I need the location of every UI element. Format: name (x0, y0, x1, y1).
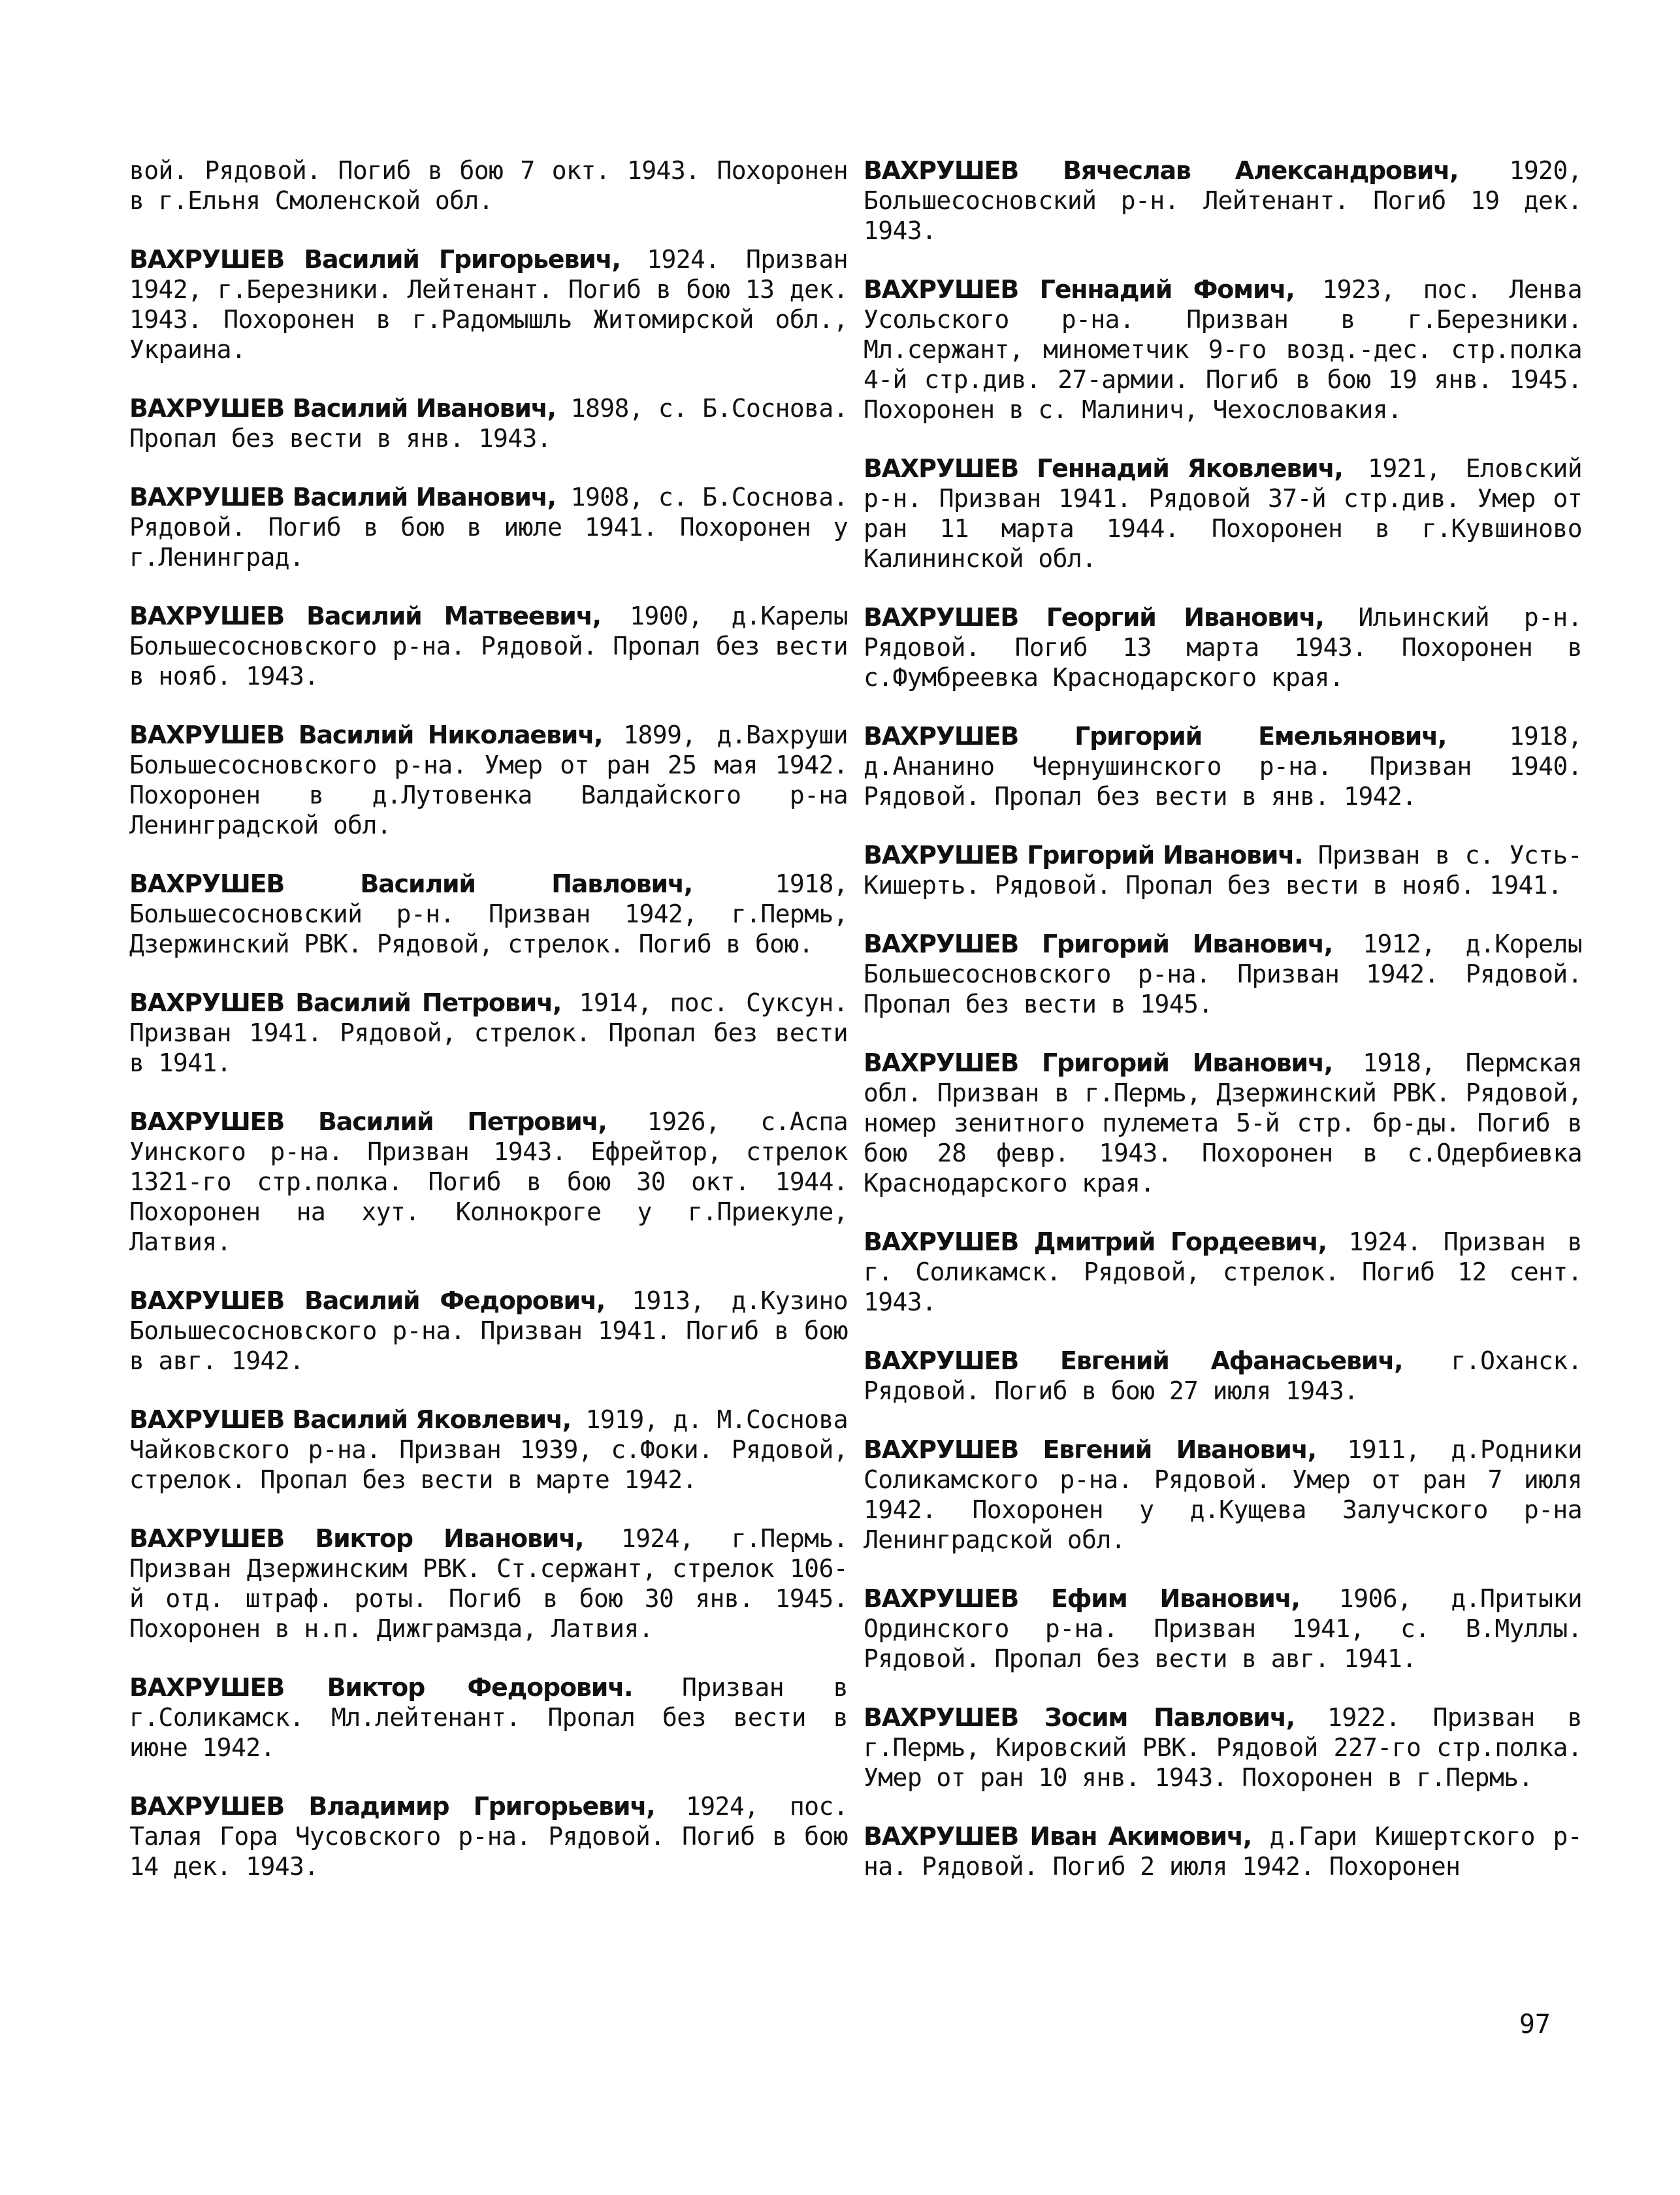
entry-name: ВАХРУШЕВ Дмитрий Гордеевич, (864, 1228, 1327, 1256)
entry-name: ВАХРУШЕВ Владимир Григорьевич, (129, 1792, 655, 1821)
entry (864, 721, 1582, 811)
entry-name: ВАХРУШЕВ Василий Григорьевич, (129, 245, 621, 274)
entry-text: 1914, пос. Суксун. Призван 1941. Рядовой, стрелок. Пропал без вести в 1941. (129, 988, 848, 1077)
entry (864, 274, 1582, 425)
entry-text: 1923, пос. Ленва Усольского р-на. Призван в г.Березники. Мл.сержант, минометчик 9-го возд.-дес. стр.полка 4-й стр.див. 27-армии. Погиб в бою 19 янв. 1945. Похоронен в с. Малинич, Чехословакия. (864, 275, 1582, 424)
entry-text: 1912, д.Корелы Большесосновского р-на. Призван 1942. Рядовой. Пропал без вести в 1945. (864, 930, 1583, 1018)
entry (129, 1523, 848, 1644)
entry-text: 1908, с. Б.Соснова. Рядовой. Погиб в бою в июле 1941. Похоронен у г.Ленинград. (129, 483, 848, 572)
entry-text: вой. Рядовой. Погиб в бою 7 окт. 1943. Похоронен в г.Ельня Смоленской обл. (129, 156, 848, 215)
entry-text: 1920, Большесосновский р-н. Лейтенант. Погиб 19 дек. 1943. (864, 156, 1583, 245)
entry-text: 1899, д.Вахруши Большесосновского р-на. Умер от ран 25 мая 1942. Похоронен в д.Лутовенка Валдайского р-на Ленинградской обл. (129, 721, 848, 839)
entry-continuation (129, 155, 848, 216)
entry (864, 1821, 1582, 1881)
entry-name: ВАХРУШЕВ Евгений Афанасьевич, (864, 1346, 1403, 1375)
entry-name: ВАХРУШЕВ Геннадий Фомич, (864, 275, 1295, 304)
entry (129, 1107, 848, 1257)
entry (129, 869, 848, 959)
entry (129, 1672, 848, 1763)
entry (129, 988, 848, 1078)
entry-name: ВАХРУШЕВ Григорий Иванович, (864, 930, 1333, 958)
entry-name: ВАХРУШЕВ Григорий Емельянович, (864, 722, 1447, 751)
entry (129, 482, 848, 572)
entry-text: 1906, д.Притыки Ординского р-на. Призван 1941, с. В.Муллы. Рядовой. Пропал без вести в авг. 1941. (864, 1584, 1582, 1673)
entry (864, 155, 1582, 246)
entry-text: 1919, д. М.Соснова Чайковского р-на. Призван 1939, с.Фоки. Рядовой, стрелок. Пропал без вести в марте 1942. (129, 1405, 848, 1494)
entry-text: Ильинский р-н. Рядовой. Погиб 13 марта 1943. Похоронен в с.Фумбреевка Краснодарского края. (864, 603, 1582, 692)
entry-text: 1911, д.Родники Соликамского р-на. Рядовой. Умер от ран 7 июля 1942. Похоронен у д.Кущева Залучского р-на Ленинградской обл. (864, 1435, 1582, 1554)
entry-text: 1921, Еловский р-н. Призван 1941. Рядовой 37-й стр.див. Умер от ран 11 марта 1944. Похоронен в г.Кувшиново Калининской обл. (864, 454, 1582, 573)
entry-name: ВАХРУШЕВ Василий Петрович, (129, 988, 562, 1017)
left-column (129, 155, 848, 1910)
entry (129, 1405, 848, 1495)
entry-text: 1918, д.Ананино Чернушинского р-на. Призван 1940. Рядовой. Пропал без вести в янв. 1942. (864, 722, 1582, 811)
entry (864, 840, 1582, 900)
entry (864, 453, 1582, 574)
entry-text: 1918, Пермская обл. Призван в г.Пермь, Дзержинский РВК. Рядовой, номер зенитного пулемета 5-й стр. бр-ды. Погиб в бою 28 февр. 1943. Похоронен в с.Одербиевка Краснодарского края. (864, 1049, 1583, 1197)
entry (864, 929, 1582, 1019)
entry-text: 1922. Призван в г.Пермь, Кировский РВК. Рядовой 227-го стр.полка. Умер от ран 10 янв. 1943. Похоронен в г.Пермь. (864, 1703, 1582, 1792)
entry-text: 1926, с.Аспа Уинского р-на. Призван 1943. Ефрейтор, стрелок 1321-го стр.полка. Погиб в бою 30 окт. 1944. Похоронен на хут. Колнокроге у г.Приекуле, Латвия. (129, 1107, 848, 1256)
entry-name: ВАХРУШЕВ Иван Акимович, (864, 1822, 1252, 1851)
entry (864, 1584, 1582, 1674)
entry-name: ВАХРУШЕВ Григорий Иванович, (864, 1049, 1333, 1077)
page-number: 97 (1519, 2009, 1551, 2040)
entry-name: ВАХРУШЕВ Геннадий Яковлевич, (864, 454, 1343, 483)
entry (864, 602, 1582, 692)
entry-text: 1900, д.Карелы Большесосновского р-на. Рядовой. Пропал без вести в нояб. 1943. (129, 602, 848, 691)
entry (129, 1791, 848, 1881)
entry (129, 1286, 848, 1376)
entry (129, 244, 848, 365)
right-column (864, 155, 1582, 1910)
entry-name: ВАХРУШЕВ Василий Николаевич, (129, 721, 603, 749)
entry (864, 1435, 1582, 1555)
entry-name: ВАХРУШЕВ Виктор Иванович, (129, 1524, 584, 1553)
entry-name: ВАХРУШЕВ Евгений Иванович, (864, 1435, 1316, 1464)
entry (129, 720, 848, 840)
entry (864, 1702, 1582, 1793)
entry-name: ВАХРУШЕВ Василий Матвеевич, (129, 602, 601, 630)
entry-text: 1898, с. Б.Соснова. Пропал без вести в янв. 1943. (129, 394, 848, 453)
entry-text: 1918, Большесосновский р-н. Призван 1942, г.Пермь, Дзержинский РВК. Рядовой, стрелок. Погиб в бою. (129, 870, 848, 958)
entry-text: 1924. Призван 1942, г.Березники. Лейтенант. Погиб в бою 13 дек. 1943. Похоронен в г.Радомышль Житомирской обл., Украина. (129, 245, 848, 364)
entry-text: 1924. Призван в г. Соликамск. Рядовой, стрелок. Погиб 12 сент. 1943. (864, 1228, 1582, 1316)
entry-name: ВАХРУШЕВ Ефим Иванович, (864, 1584, 1300, 1613)
entry-text: Призван в с. Усть-Кишерть. Рядовой. Пропал без вести в нояб. 1941. (864, 841, 1582, 900)
entry-name: ВАХРУШЕВ Вячеслав Александрович, (864, 156, 1459, 185)
entry-text: г.Оханск. Рядовой. Погиб в бою 27 июля 1943. (864, 1346, 1583, 1405)
entry-text: Призван в г.Соликамск. Мл.лейтенант. Пропал без вести в июне 1942. (129, 1673, 848, 1762)
entry (864, 1346, 1582, 1406)
entry-name: ВАХРУШЕВ Василий Иванович, (129, 394, 556, 423)
entry (864, 1227, 1582, 1317)
entry-name: ВАХРУШЕВ Виктор Федорович. (129, 1673, 633, 1702)
entry-text: 1913, д.Кузино Большесосновского р-на. Призван 1941. Погиб в бою в авг. 1942. (129, 1286, 848, 1375)
entry-name: ВАХРУШЕВ Василий Павлович, (129, 870, 693, 898)
entry-name: ВАХРУШЕВ Василий Яковлевич, (129, 1405, 572, 1434)
entry (129, 393, 848, 453)
entry (129, 601, 848, 691)
entry-name: ВАХРУШЕВ Василий Петрович, (129, 1107, 607, 1136)
entry-text: д.Гари Кишертского р-на. Рядовой. Погиб 2 июля 1942. Похоронен (864, 1822, 1582, 1881)
entry-text: 1924, пос. Талая Гора Чусовского р-на. Рядовой. Погиб в бою 14 дек. 1943. (129, 1792, 848, 1881)
entry-name: ВАХРУШЕВ Зосим Павлович, (864, 1703, 1295, 1732)
entry-text: 1924, г.Пермь. Призван Дзержинским РВК. Ст.сержант, стрелок 106-й отд. штраф. роты. Погиб в бою 30 янв. 1945. Похоронен в н.п. Дижграмзда, Латвия. (129, 1524, 848, 1643)
entry-name: ВАХРУШЕВ Василий Федорович, (129, 1286, 606, 1315)
entry-name: ВАХРУШЕВ Георгий Иванович, (864, 603, 1324, 632)
entry-name: ВАХРУШЕВ Василий Иванович, (129, 483, 556, 512)
entry-name: ВАХРУШЕВ Григорий Иванович. (864, 841, 1303, 870)
entry (864, 1048, 1582, 1198)
